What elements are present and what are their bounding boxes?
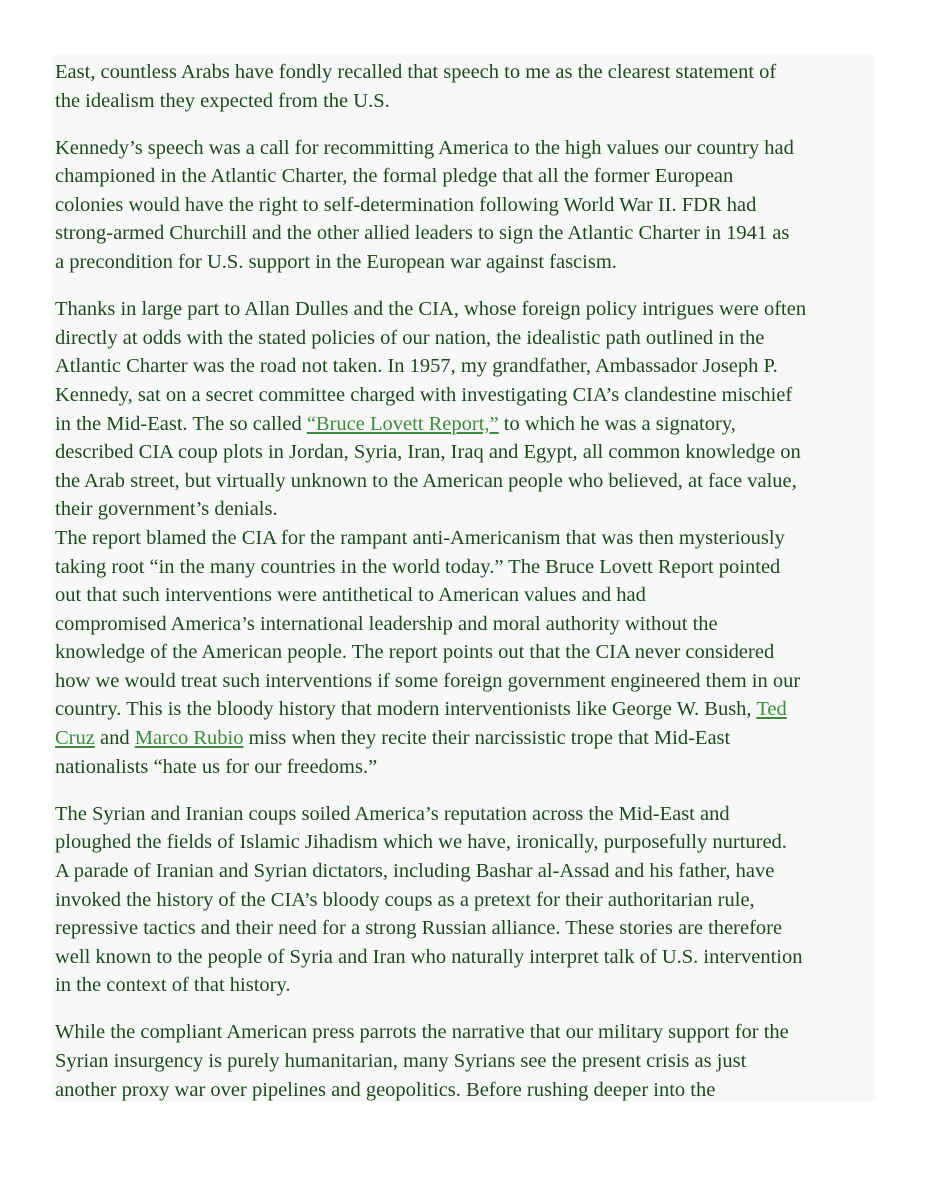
- text-line: taking root “in the many countries in the world today.” The Bruce Lovett Report pointed: [55, 555, 781, 578]
- ted-cruz-link[interactable]: Cruz: [55, 727, 95, 750]
- text-line: [55, 724, 885, 753]
- text-line: described CIA coup plots in Jordan, Syria, Iran, Iraq and Egypt, all common knowledge on: [55, 441, 801, 464]
- text-line: Atlantic Charter was the road not taken. In 1957, my grandfather, Ambassador Joseph P.: [55, 355, 778, 378]
- paragraph-3: [55, 295, 885, 524]
- text-line: another proxy war over pipelines and geopolitics. Before rushing deeper into the: [55, 1078, 716, 1101]
- text-segment: to which he was a signatory,: [498, 412, 736, 435]
- text-segment: in the Mid-East. The so called: [55, 412, 307, 435]
- text-line: [55, 695, 885, 724]
- text-line: Syrian insurgency is purely humanitarian, many Syrians see the present crisis as just: [55, 1050, 747, 1072]
- text-segment: and: [94, 727, 135, 750]
- text-line: A parade of Iranian and Syrian dictators, including Bashar al-Assad and his father, have: [55, 859, 775, 882]
- text-line: While the compliant American press parrots the narrative that our military support for the: [55, 1021, 789, 1044]
- text-line: their government’s denials.: [55, 498, 278, 521]
- paragraph-6: [55, 1018, 885, 1104]
- text-line: how we would treat such interventions if some foreign government engineered them in our: [55, 669, 801, 692]
- text-line: Kennedy’s speech was a call for recommitting America to the high values our country had: [55, 136, 794, 159]
- bruce-lovett-report-link[interactable]: “Bruce Lovett Report,”: [306, 412, 499, 435]
- text-segment: country. This is the bloody history that modern interventionists like George W. Bush,: [55, 698, 757, 721]
- paragraph-5: [55, 800, 885, 1000]
- text-line: invoked the history of the CIA’s bloody coups as a pretext for their authoritarian rule,: [55, 888, 755, 911]
- article-body: [55, 58, 885, 1123]
- text-segment: miss when they recite their narcissistic trope that Mid-East: [243, 727, 731, 750]
- text-line: nationalists “hate us for our freedoms.”: [55, 755, 378, 778]
- text-line: repressive tactics and their need for a strong Russian alliance. These stories are therefore: [55, 917, 783, 940]
- text-line: compromised America’s international leadership and moral authority without the: [55, 612, 718, 635]
- paragraph-4: [55, 524, 885, 781]
- text-line: ploughed the fields of Islamic Jihadism which we have, ironically, purposefully nurtured.: [55, 831, 787, 854]
- text-line: Kennedy, sat on a secret committee charged with investigating CIA’s clandestine mischief: [55, 383, 793, 406]
- text-line: championed in the Atlantic Charter, the formal pledge that all the former European: [55, 165, 734, 188]
- text-line: Thanks in large part to Allan Dulles and the CIA, whose foreign policy intrigues were often: [55, 298, 807, 321]
- text-line: out that such interventions were antithetical to American values and had: [55, 584, 646, 607]
- marco-rubio-link[interactable]: Marco Rubio: [134, 727, 244, 750]
- text-line: in the context of that history.: [55, 974, 291, 997]
- text-line: the idealism they expected from the U.S.: [55, 89, 390, 112]
- text-line: East, countless Arabs have fondly recalled that speech to me as the clearest statement of: [55, 61, 777, 83]
- text-line: The Syrian and Iranian coups soiled America’s reputation across the Mid-East and: [55, 802, 730, 825]
- text-line: The report blamed the CIA for the rampant anti-Americanism that was then mysteriously: [55, 526, 785, 549]
- paragraph-1: [55, 58, 885, 115]
- text-line: a precondition for U.S. support in the European war against fascism.: [55, 251, 617, 274]
- text-line: knowledge of the American people. The report points out that the CIA never considered: [55, 641, 775, 664]
- text-line: well known to the people of Syria and Iran who naturally interpret talk of U.S. intervention: [55, 945, 803, 968]
- text-line: directly at odds with the stated policies of our nation, the idealistic path outlined in the: [55, 326, 765, 349]
- text-line: the Arab street, but virtually unknown to the American people who believed, at face value,: [55, 469, 797, 492]
- text-line: strong-armed Churchill and the other allied leaders to sign the Atlantic Charter in 1941 as: [55, 222, 790, 245]
- paragraph-2: [55, 134, 885, 277]
- text-line: [55, 410, 885, 439]
- text-line: colonies would have the right to self-determination following World War II. FDR had: [55, 193, 757, 216]
- ted-cruz-link[interactable]: Ted: [756, 698, 787, 721]
